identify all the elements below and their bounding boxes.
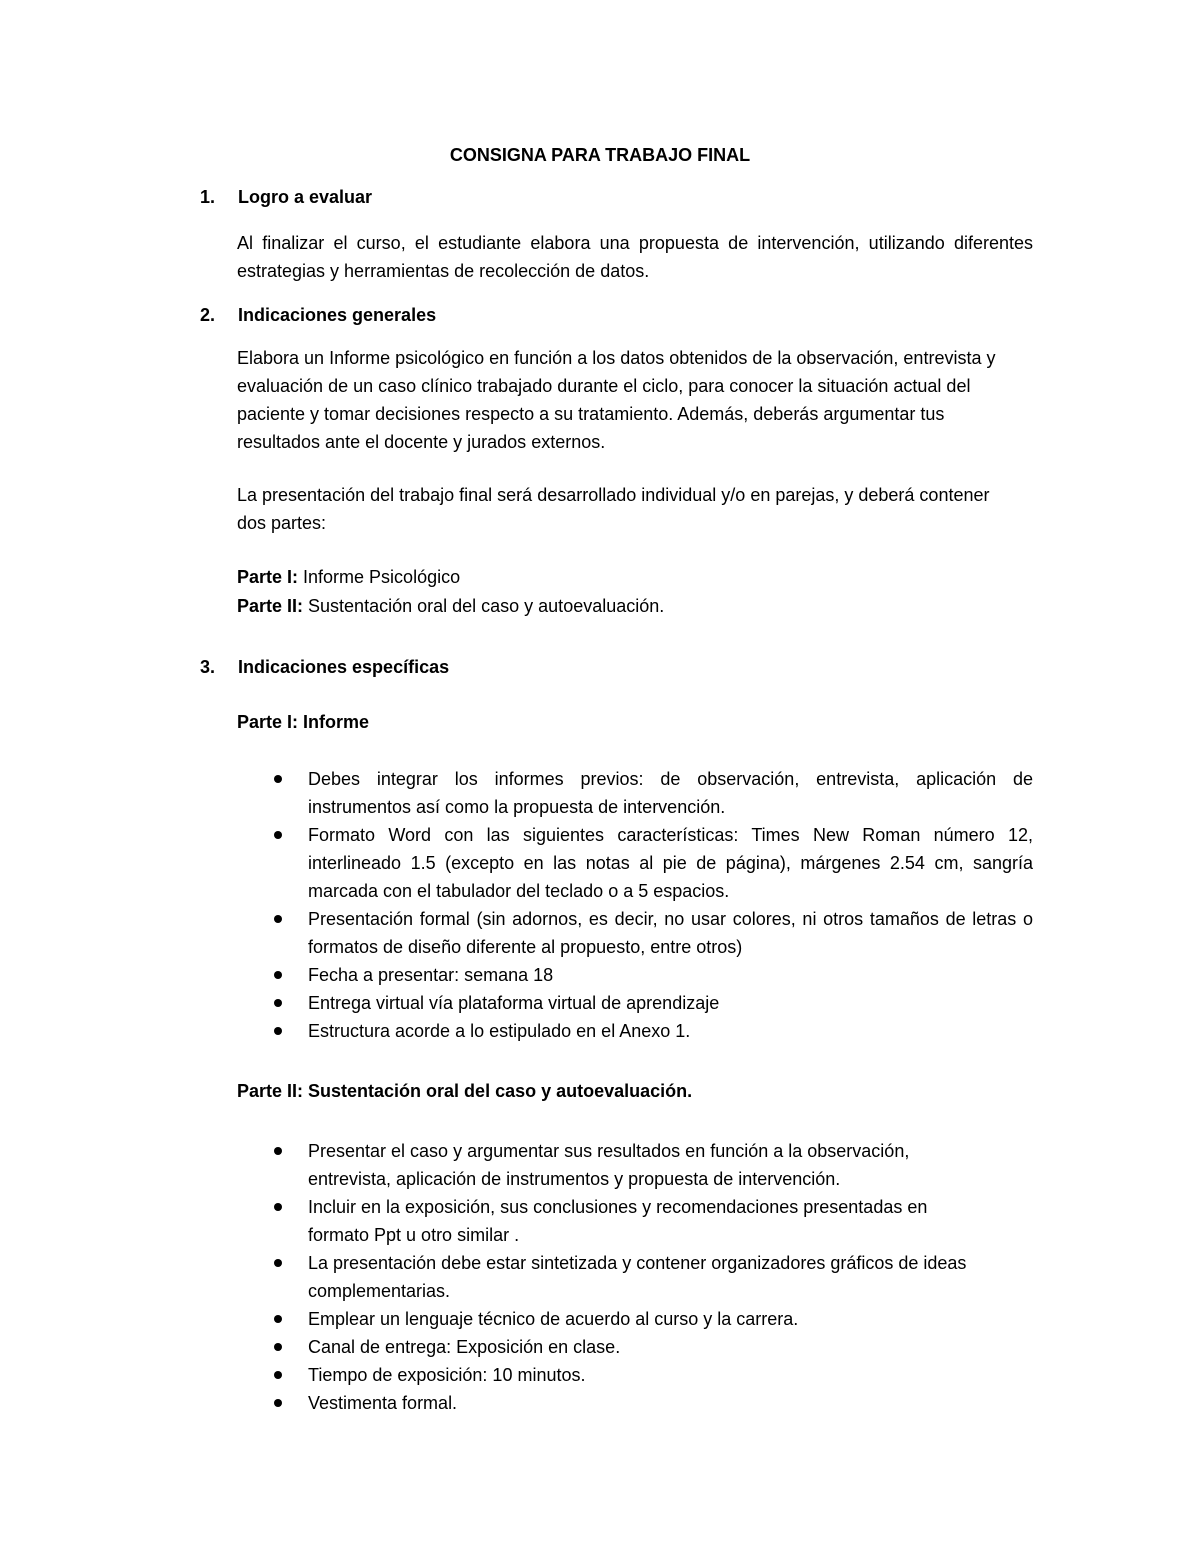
section-2-part-2-line: [237, 592, 664, 620]
list-item: Presentación formal (sin adornos, es decir, no usar colores, ni otros tamaños de letras o formatos de diseño diferente al propuesto, entre otros): [270, 905, 1033, 961]
part-2-text: Sustentación oral del caso y autoevaluación.: [303, 596, 665, 616]
document-title: CONSIGNA PARA TRABAJO FINAL: [449, 145, 751, 165]
list-item: Incluir en la exposición, sus conclusiones y recomendaciones presentadas en formato Ppt u otro similar .: [270, 1193, 990, 1249]
section-3-heading: [200, 655, 449, 679]
list-item: Presentar el caso y argumentar sus resultados en función a la observación, entrevista, aplicación de instrumentos y propuesta de intervención.: [270, 1137, 990, 1193]
part-2-heading: Parte II: Sustentación oral del caso y autoevaluación.: [237, 1081, 693, 1101]
list-item: Tiempo de exposición: 10 minutos.: [270, 1361, 990, 1389]
list-item: Formato Word con las siguientes características: Times New Roman número 12, interlineado 1.5 (excepto en las notas al pie de página), márgenes 2.54 cm, sangría marcada con el tabulador del teclado o a 5 espacios.: [270, 821, 1033, 905]
section-1-heading: [200, 185, 372, 209]
section-1-number: 1.: [200, 187, 216, 207]
part-1-list: [270, 765, 1033, 1045]
list-item: La presentación debe estar sintetizada y contener organizadores gráficos de ideas complementarias.: [270, 1249, 990, 1305]
section-2-paragraph-1: Elabora un Informe psicológico en función a los datos obtenidos de la observación, entrevista y evaluación de un caso clínico trabajado durante el ciclo, para conocer la situación actual del paciente y tomar decisiones respecto a su tratamiento. Además, deberás argumentar tus resultados ante el docente y jurados externos.: [237, 348, 996, 452]
bullet-dot-icon: [274, 831, 282, 839]
list-item: Fecha a presentar: semana 18: [270, 961, 1033, 989]
bullet-dot-icon: [274, 1203, 282, 1211]
bullet-dot-icon: [274, 775, 282, 783]
list-item: Entrega virtual vía plataforma virtual de aprendizaje: [270, 989, 1033, 1017]
section-3-title: Indicaciones específicas: [238, 657, 450, 677]
part-1-heading: Parte I: Informe: [237, 712, 370, 732]
bullet-dot-icon: [274, 1315, 282, 1323]
bullet-dot-icon: [274, 1371, 282, 1379]
bullet-dot-icon: [274, 1399, 282, 1407]
section-3-number: 3.: [200, 657, 216, 677]
section-1-text: Al finalizar el curso, el estudiante elabora una propuesta de intervención, utilizando diferentes estrategias y herramientas de recolección de datos.: [237, 233, 1033, 281]
part-2-label: Parte II:: [237, 596, 304, 616]
bullet-dot-icon: [274, 1027, 282, 1035]
part-1-label: Parte I:: [237, 567, 299, 587]
list-item: Emplear un lenguaje técnico de acuerdo al curso y la carrera.: [270, 1305, 990, 1333]
section-2-part-1-line: [237, 563, 460, 591]
section-1-title: Logro a evaluar: [238, 187, 373, 207]
list-item: Estructura acorde a lo estipulado en el Anexo 1.: [270, 1017, 1033, 1045]
section-2-number: 2.: [200, 305, 216, 325]
section-2-title: Indicaciones generales: [238, 305, 437, 325]
bullet-dot-icon: [274, 1343, 282, 1351]
part-2-list: [270, 1137, 990, 1417]
section-2-paragraph-2: La presentación del trabajo final será desarrollado individual y/o en parejas, y deberá contener dos partes:: [237, 485, 990, 533]
bullet-dot-icon: [274, 1259, 282, 1267]
bullet-dot-icon: [274, 971, 282, 979]
bullet-dot-icon: [274, 915, 282, 923]
bullet-dot-icon: [274, 999, 282, 1007]
bullet-dot-icon: [274, 1147, 282, 1155]
section-2-heading: [200, 303, 436, 327]
part-1-text: Informe Psicológico: [298, 567, 461, 587]
list-item: Debes integrar los informes previos: de observación, entrevista, aplicación de instrumentos así como la propuesta de intervención.: [270, 765, 1033, 821]
list-item: Canal de entrega: Exposición en clase.: [270, 1333, 990, 1361]
list-item: Vestimenta formal.: [270, 1389, 990, 1417]
